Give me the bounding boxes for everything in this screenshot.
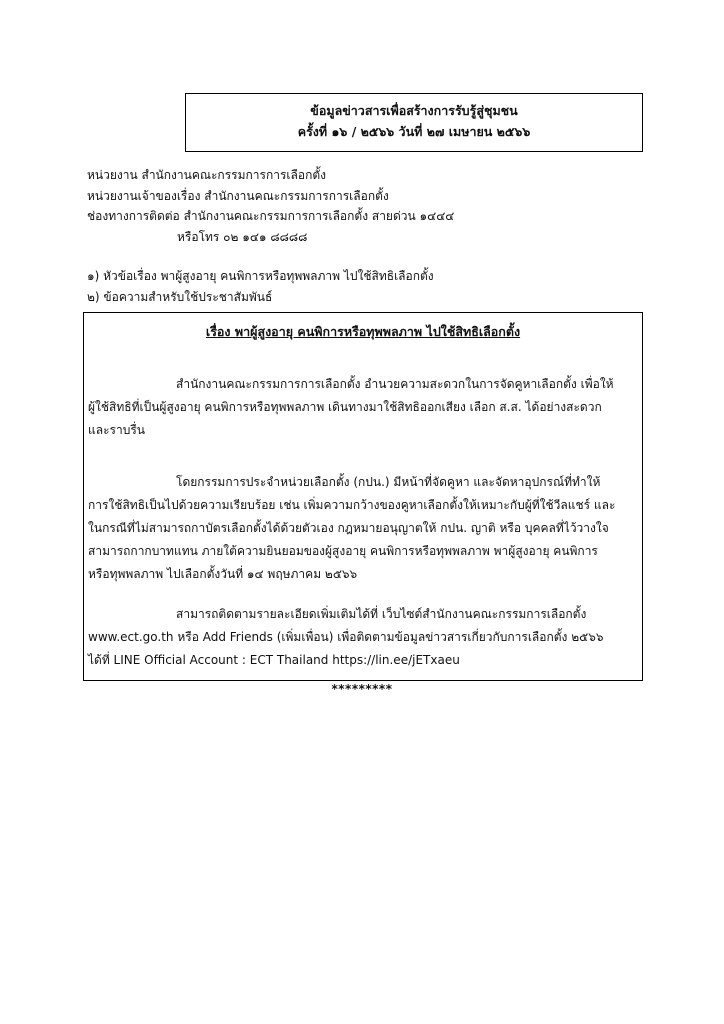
paragraph-1-line: สำนักงานคณะกรรมการการเลือกตั้ง อำนวยความสะดวกในการจัดคูหาเลือกตั้ง เพื่อให้: [176, 377, 614, 391]
owner-line: หน่วยงานเจ้าของเรื่อง สำนักงานคณะกรรมการการเลือกตั้ง: [87, 188, 389, 203]
paragraph-2-line: สามารถกากบาทแทน ภายใต้ความยินยอมของผู้สูงอายุ คนพิการหรือทุพพลภาพ พาผู้สูงอายุ คนพิการ: [88, 544, 598, 558]
paragraph-2-line: หรือทุพพลภาพ ไปเลือกตั้งวันที่ ๑๔ พฤษภาคม ๒๕๖๖: [88, 567, 358, 581]
paragraph-1-line: และราบรื่น: [88, 423, 145, 437]
paragraph-3-line: www.ect.go.th หรือ Add Friends (เพิ่มเพื่อน) เพื่อติดตามข้อมูลข่าวสารเกี่ยวกับการเลือกตั้ง ๒๕๖๖: [88, 630, 604, 644]
paragraph-3-line: สามารถติดตามรายละเอียดเพิ่มเติมได้ที่ เว็บไซต์สำนักงานคณะกรรมการเลือกตั้ง: [176, 607, 587, 621]
header-box: [185, 93, 643, 152]
paragraph-1: [88, 373, 638, 442]
paragraph-2: [88, 471, 638, 586]
end-marker: *********: [331, 682, 393, 696]
topic-item-2: ๒) ข้อความสำหรับใช้ประชาสัมพันธ์: [87, 289, 273, 304]
phone-line: หรือโทร ๐๒ ๑๔๑ ๘๘๘๘: [177, 229, 308, 244]
contact-line: ช่องทางการติดต่อ สำนักงานคณะกรรมการการเลือกตั้ง สายด่วน ๑๔๔๔: [87, 209, 455, 223]
paragraph-2-line: ในกรณีที่ไม่สามารถกาบัตรเลือกตั้งได้ด้วยตัวเอง กฎหมายอนุญาตให้ กปน. ญาติ หรือ บุคคลที่ไว้วางใจ: [88, 521, 609, 535]
paragraph-2-line: การใช้สิทธิเป็นไปด้วยความเรียบร้อย เช่น เพิ่มความกว้างของคูหาเลือกตั้งให้เหมาะกับผู้ที่ใช้วีลแชร์ และ: [88, 498, 616, 512]
content-title: เรื่อง พาผู้สูงอายุ คนพิการหรือทุพพลภาพ ไปใช้สิทธิเลือกตั้ง: [205, 324, 521, 339]
paragraph-3-line: ได้ที่ LINE Official Account : ECT Thailand https://lin.ee/jETxaeu: [88, 653, 460, 667]
topic-item-1: ๑) หัวข้อเรื่อง พาผู้สูงอายุ คนพิการหรือทุพพลภาพ ไปใช้สิทธิเลือกตั้ง: [87, 269, 434, 283]
topics-list: [87, 266, 647, 307]
paragraph-1-line: ผู้ใช้สิทธิที่เป็นผู้สูงอายุ คนพิการหรือทุพพลภาพ เดินทางมาใช้สิทธิออกเสียง เลือก ส.ส. ได้อย่างสะดวก: [88, 400, 602, 414]
agency-line: หน่วยงาน สำนักงานคณะกรรมการการเลือกตั้ง: [87, 168, 326, 182]
paragraph-2-line: โดยกรรมการประจำหน่วยเลือกตั้ง (กปน.) มีหน้าที่จัดคูหา และจัดหาอุปกรณ์ที่ทำให้: [176, 475, 601, 489]
paragraph-3: [88, 603, 638, 672]
header-issue-date: ครั้งที่ ๑๖ / ๒๕๖๖ วันที่ ๒๗ เมษายน ๒๕๖๖: [297, 124, 531, 139]
content-box: [83, 312, 643, 681]
meta-info: [87, 165, 647, 247]
header-title: ข้อมูลข่าวสารเพื่อสร้างการรับรู้สู่ชุมชน: [310, 103, 518, 118]
